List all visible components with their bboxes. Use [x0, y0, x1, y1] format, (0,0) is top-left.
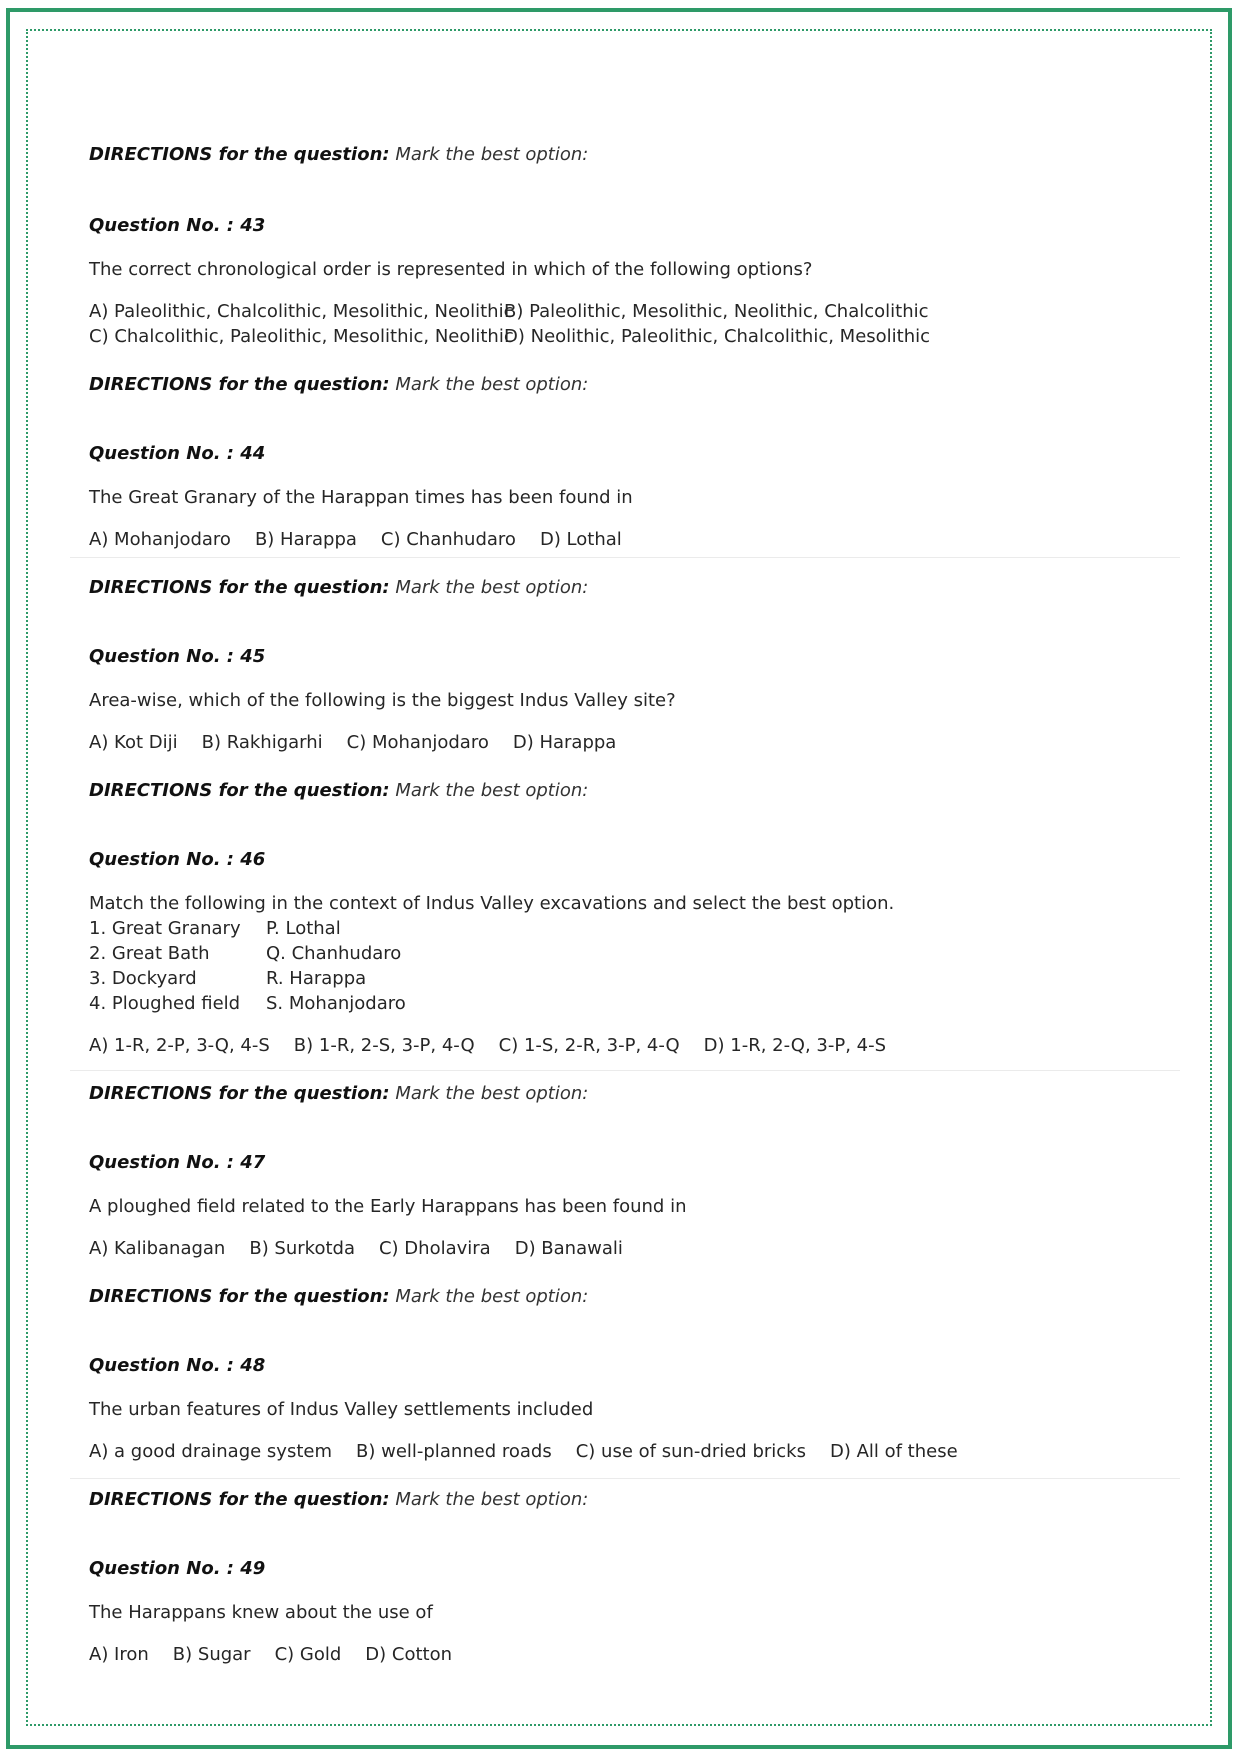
match-right: Q. Chanhudaro: [266, 943, 402, 964]
options-row: [89, 1236, 1179, 1261]
option-d[interactable]: D) Cotton: [365, 1644, 453, 1665]
directions-line: DIRECTIONS for the question: Mark the best option:: [89, 780, 589, 801]
option-b[interactable]: B) Sugar: [172, 1644, 251, 1665]
match-right: S. Mohanjodaro: [266, 993, 406, 1014]
question-text: A ploughed field related to the Early Harappans has been found in: [89, 1196, 687, 1217]
option-c[interactable]: C) 1-S, 2-R, 3-P, 4-Q: [498, 1035, 680, 1056]
option-c[interactable]: C) Dholavira: [378, 1238, 491, 1259]
option-b[interactable]: B) Rakhigarhi: [201, 732, 323, 753]
option-a[interactable]: A) a good drainage system: [89, 1441, 332, 1462]
option-a[interactable]: A) Kot Diji: [89, 732, 178, 753]
options-row: [89, 1439, 1179, 1464]
option-b[interactable]: B) Harappa: [254, 529, 357, 550]
question-number: Question No. : 47: [89, 1152, 266, 1173]
match-left: 4. Ploughed field: [89, 993, 241, 1014]
directions-line: DIRECTIONS for the question: Mark the best option:: [89, 1489, 589, 1510]
options-grid: [89, 299, 1179, 349]
option-a[interactable]: A) Iron: [89, 1644, 149, 1665]
option-d[interactable]: D) 1-R, 2-Q, 3-P, 4-S: [703, 1035, 887, 1056]
option-d[interactable]: D) Lothal: [539, 529, 622, 550]
page-border-inner: [26, 29, 1212, 1726]
directions-line: DIRECTIONS for the question: Mark the best option:: [89, 1083, 589, 1104]
option-d[interactable]: D) Neolithic, Paleolithic, Chalcolithic, Mesolithic: [504, 326, 931, 347]
directions-line: DIRECTIONS for the question: Mark the best option:: [89, 577, 589, 598]
option-c[interactable]: C) Gold: [274, 1644, 342, 1665]
question-number: Question No. : 46: [89, 849, 266, 870]
question-block: [89, 1285, 1179, 1309]
option-b[interactable]: B) well-planned roads: [356, 1441, 552, 1462]
question-block: [89, 143, 1179, 167]
question-text: The Harappans knew about the use of: [89, 1602, 433, 1623]
option-d[interactable]: D) All of these: [829, 1441, 958, 1462]
option-c[interactable]: C) Chanhudaro: [380, 529, 516, 550]
directions-line: DIRECTIONS for the question: Mark the best option:: [89, 374, 589, 395]
question-text: Area-wise, which of the following is the biggest Indus Valley site?: [89, 690, 676, 711]
option-a[interactable]: A) Paleolithic, Chalcolithic, Mesolithic, Neolithic: [89, 301, 514, 322]
options-row: [89, 730, 1179, 755]
question-number: Question No. : 48: [89, 1355, 266, 1376]
option-d[interactable]: D) Banawali: [514, 1238, 623, 1259]
option-d[interactable]: D) Harappa: [512, 732, 617, 753]
match-table: [89, 916, 1179, 1016]
options-row: [89, 1642, 1179, 1667]
question-text: The Great Granary of the Harappan times has been found in: [89, 487, 633, 508]
question-block: [89, 1082, 1179, 1106]
question-text: The urban features of Indus Valley settlements included: [89, 1399, 594, 1420]
option-c[interactable]: C) Mohanjodaro: [346, 732, 489, 753]
question-block: [89, 576, 1179, 600]
match-right: P. Lothal: [266, 918, 341, 939]
option-a[interactable]: A) Mohanjodaro: [89, 529, 231, 550]
question-block: [89, 1488, 1179, 1512]
options-row: [89, 1033, 1179, 1058]
option-b[interactable]: B) 1-R, 2-S, 3-P, 4-Q: [293, 1035, 475, 1056]
question-block: [89, 779, 1179, 803]
section-divider: [70, 557, 1180, 558]
option-b[interactable]: B) Surkotda: [249, 1238, 355, 1259]
section-divider: [70, 1070, 1180, 1071]
section-divider: [70, 1478, 1180, 1479]
directions-line: DIRECTIONS for the question: Mark the best option:: [89, 144, 589, 165]
match-left: 2. Great Bath: [89, 943, 210, 964]
question-number: Question No. : 45: [89, 646, 266, 667]
option-a[interactable]: A) Kalibanagan: [89, 1238, 226, 1259]
question-number: Question No. : 49: [89, 1558, 266, 1579]
question-text: Match the following in the context of Indus Valley excavations and select the best option. 1. Great Granary P. Lothal 2. Great Bath Q. Chanhudaro 3. Dockyard R. Harappa 4. Ploughed field S. Mohanjodaro: [89, 891, 1179, 1016]
option-a[interactable]: A) 1-R, 2-P, 3-Q, 4-S: [89, 1035, 270, 1056]
option-c[interactable]: C) use of sun-dried bricks: [575, 1441, 806, 1462]
match-left: 1. Great Granary: [89, 918, 241, 939]
match-right: R. Harappa: [266, 968, 367, 989]
question-number: Question No. : 44: [89, 443, 266, 464]
question-number: Question No. : 43: [89, 215, 266, 236]
options-row: [89, 527, 1179, 552]
directions-line: DIRECTIONS for the question: Mark the best option:: [89, 1286, 589, 1307]
match-left: 3. Dockyard: [89, 968, 197, 989]
question-block: [89, 373, 1179, 397]
option-b[interactable]: B) Paleolithic, Mesolithic, Neolithic, Chalcolithic: [504, 301, 929, 322]
question-text: The correct chronological order is represented in which of the following options?: [89, 259, 813, 280]
option-c[interactable]: C) Chalcolithic, Paleolithic, Mesolithic, Neolithic: [89, 326, 514, 347]
